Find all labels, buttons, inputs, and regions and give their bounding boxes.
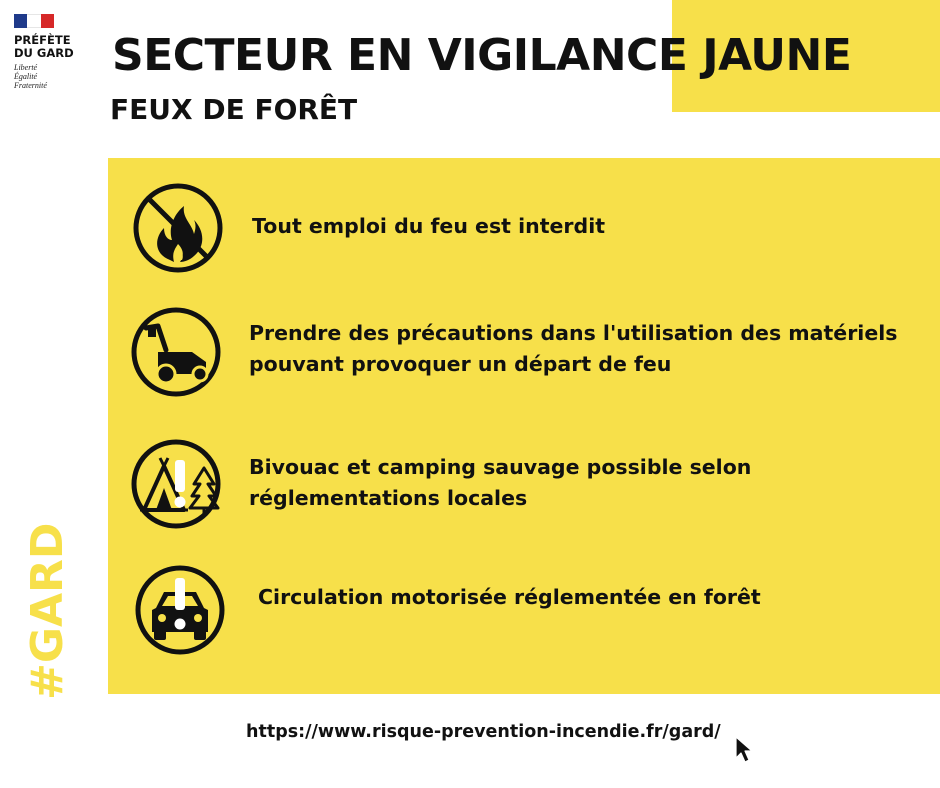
title-highlight: JAUNE bbox=[702, 30, 852, 81]
rule-2-line2: pouvant provoquer un départ de feu bbox=[249, 352, 672, 376]
french-flag-icon bbox=[14, 14, 54, 28]
rule-2-line1: Prendre des précautions dans l'utilisation des matériels bbox=[249, 321, 898, 345]
prefecture-name bbox=[14, 34, 94, 60]
rule-1-text bbox=[252, 211, 605, 242]
prefecture-logo bbox=[14, 14, 94, 90]
car-warning-icon bbox=[132, 562, 228, 658]
rule-4-line1: Circulation motorisée réglementée en forêt bbox=[258, 585, 761, 609]
page-subtitle: FEUX DE FORÊT bbox=[110, 93, 358, 126]
rule-4-text bbox=[258, 582, 761, 613]
title-main: SECTEUR EN VIGILANCE bbox=[112, 30, 688, 81]
motto-liberte: Liberté bbox=[14, 63, 38, 72]
website-link[interactable]: https://www.risque-prevention-incendie.fr/gard/ bbox=[246, 722, 721, 742]
rule-3-line1: Bivouac et camping sauvage possible selon bbox=[249, 455, 752, 479]
hashtag-gard: #GARD bbox=[22, 522, 73, 700]
prefecture-name-line1: PRÉFÈTE bbox=[14, 33, 71, 47]
page-title bbox=[112, 30, 851, 81]
motto-fraternite: Fraternité bbox=[14, 81, 47, 90]
rule-2-text bbox=[249, 318, 897, 380]
republic-motto bbox=[14, 63, 94, 90]
prefecture-name-line2: DU GARD bbox=[14, 46, 74, 60]
rule-3-text bbox=[249, 452, 751, 514]
motto-egalite: Égalité bbox=[14, 72, 38, 81]
tent-trees-warning-icon bbox=[128, 436, 224, 532]
lawn-mower-icon bbox=[128, 304, 224, 400]
rule-1-line1: Tout emploi du feu est interdit bbox=[252, 214, 606, 238]
rule-3-line2: réglementations locales bbox=[249, 486, 528, 510]
no-fire-icon bbox=[130, 180, 226, 276]
mouse-pointer-icon bbox=[734, 736, 756, 764]
